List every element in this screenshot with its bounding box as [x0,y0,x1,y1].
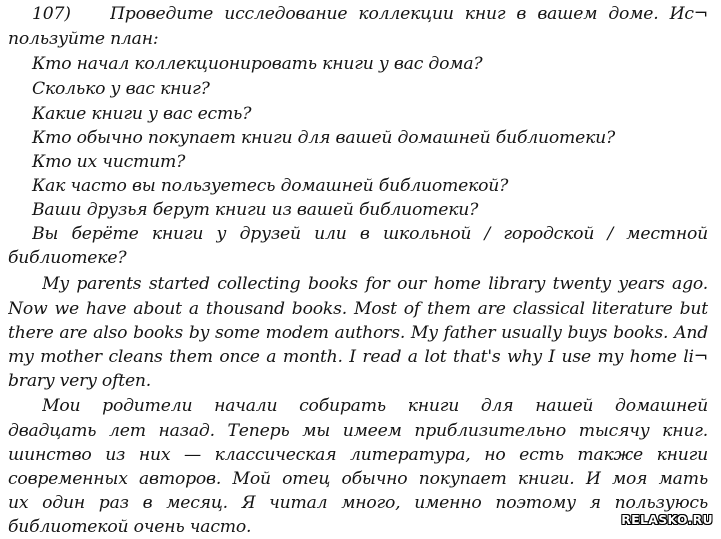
russian-answer-line: библиотекой очень часто. [8,517,252,537]
watermark: RELASKO.RU [621,512,713,527]
question-item: Кто их чистит? [32,152,186,172]
exercise-number: 107) [32,4,71,24]
russian-answer-line: современных авторов. Мой отец обычно покупает книги. И моя мать [8,469,708,489]
question-item: Как часто вы пользуетесь домашней библиотекой? [32,176,509,196]
question-item: Ваши друзья берут книги из вашей библиотеки? [32,200,479,220]
russian-answer-line: двадцать лет назад. Теперь мы имеем приблизительно тысячу книг. [8,421,708,441]
english-answer-line: there are also books by some modem authors. My father usually buys books. And [8,323,708,343]
question-item-last-line-2: библиотеке? [8,248,127,268]
english-answer-line: brary very often. [8,371,152,391]
question-item-last-line-1: Вы берёте книги у друзей или в школьной / городской / местной [32,224,708,244]
task-line-2: пользуйте план: [8,29,159,49]
task-line-1: Проведите исследование коллекции книг в вашем доме. Ис¬ [110,4,708,24]
english-answer-line: my mother cleans them once a month. I read a lot that's why I use my home li¬ [8,347,708,367]
russian-answer-line: Мои родители начали собирать книги для нашей домашней [42,396,708,416]
russian-answer-line: их один раз в месяц. Я читал много, именно поэтому я пользуюсь [8,493,708,513]
question-item: Сколько у вас книг? [32,79,210,99]
english-answer-line: Now we have about a thousand books. Most of them are classical literature but [8,299,708,319]
english-answer-line: My parents started collecting books for our home library twenty years ago. [42,274,708,294]
question-item: Какие книги у вас есть? [32,104,252,124]
question-item: Кто обычно покупает книги для вашей домашней библиотеки? [32,128,616,148]
russian-answer-line: шинство из них — классическая литература, но есть также книги [8,445,708,465]
question-item: Кто начал коллекционировать книги у вас дома? [32,54,483,74]
